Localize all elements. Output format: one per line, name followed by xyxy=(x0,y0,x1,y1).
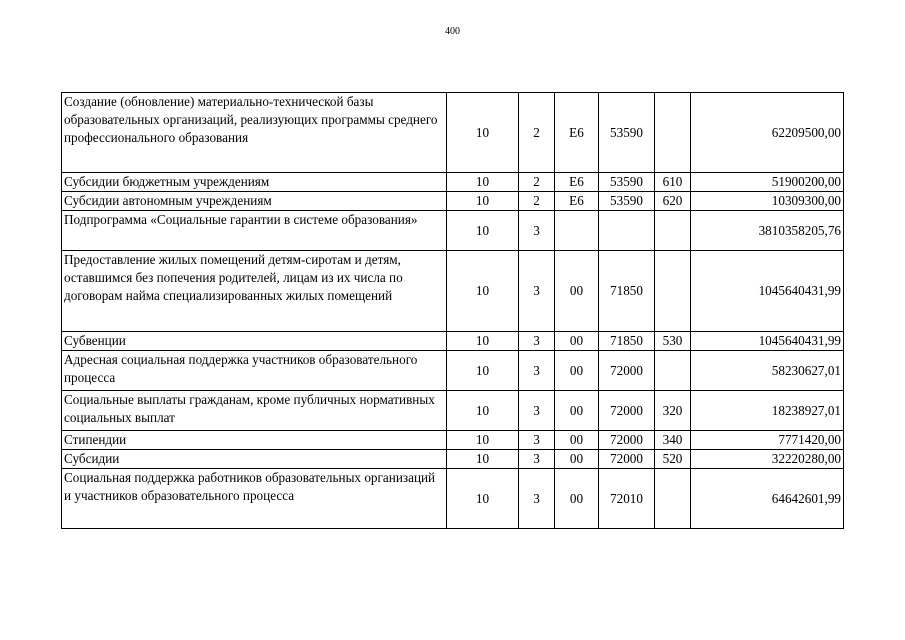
row-expense-type: 340 xyxy=(655,431,691,450)
row-program-code: 00 xyxy=(555,450,599,469)
row-expense-type xyxy=(655,211,691,251)
table-row xyxy=(62,431,844,450)
row-expense-type: 530 xyxy=(655,332,691,351)
table-row xyxy=(62,192,844,211)
row-name: Стипендии xyxy=(62,431,447,450)
row-amount: 32220280,00 xyxy=(691,450,844,469)
row-target-code: 53590 xyxy=(599,192,655,211)
row-subsection: 3 xyxy=(519,431,555,450)
table-row xyxy=(62,251,844,332)
row-program-code: E6 xyxy=(555,192,599,211)
row-program-code: 00 xyxy=(555,351,599,391)
row-name: Создание (обновление) материально-технической базы образовательных организаций, реализующих программы среднего профессионального образования xyxy=(62,93,447,173)
row-target-code: 72000 xyxy=(599,450,655,469)
row-expense-type: 610 xyxy=(655,173,691,192)
row-name: Подпрограмма «Социальные гарантии в системе образования» xyxy=(62,211,447,251)
row-target-code: 72000 xyxy=(599,351,655,391)
table-row xyxy=(62,469,844,529)
row-section: 10 xyxy=(447,431,519,450)
row-target-code: 53590 xyxy=(599,173,655,192)
table-row xyxy=(62,351,844,391)
row-subsection: 3 xyxy=(519,251,555,332)
row-target-code: 53590 xyxy=(599,93,655,173)
row-amount: 1045640431,99 xyxy=(691,332,844,351)
row-name: Субсидии бюджетным учреждениям xyxy=(62,173,447,192)
row-name: Субвенции xyxy=(62,332,447,351)
row-subsection: 3 xyxy=(519,351,555,391)
row-expense-type: 520 xyxy=(655,450,691,469)
row-amount: 3810358205,76 xyxy=(691,211,844,251)
row-expense-type: 320 xyxy=(655,391,691,431)
row-name: Адресная социальная поддержка участников образовательного процесса xyxy=(62,351,447,391)
row-subsection: 3 xyxy=(519,391,555,431)
row-target-code: 72010 xyxy=(599,469,655,529)
row-target-code xyxy=(599,211,655,251)
row-section: 10 xyxy=(447,192,519,211)
row-program-code: E6 xyxy=(555,93,599,173)
row-amount: 64642601,99 xyxy=(691,469,844,529)
row-section: 10 xyxy=(447,173,519,192)
row-section: 10 xyxy=(447,251,519,332)
row-subsection: 2 xyxy=(519,93,555,173)
row-program-code: 00 xyxy=(555,251,599,332)
row-section: 10 xyxy=(447,211,519,251)
table-row xyxy=(62,93,844,173)
row-program-code xyxy=(555,211,599,251)
row-name: Субсидии автономным учреждениям xyxy=(62,192,447,211)
row-subsection: 2 xyxy=(519,192,555,211)
row-section: 10 xyxy=(447,351,519,391)
row-section: 10 xyxy=(447,469,519,529)
row-name: Предоставление жилых помещений детям-сиротам и детям, оставшимся без попечения родителей, лицам из их числа по договорам найма специализированных жилых помещений xyxy=(62,251,447,332)
row-program-code: 00 xyxy=(555,469,599,529)
row-amount: 62209500,00 xyxy=(691,93,844,173)
row-section: 10 xyxy=(447,450,519,469)
row-amount: 51900200,00 xyxy=(691,173,844,192)
row-target-code: 71850 xyxy=(599,332,655,351)
row-target-code: 71850 xyxy=(599,251,655,332)
row-expense-type xyxy=(655,93,691,173)
row-expense-type: 620 xyxy=(655,192,691,211)
row-amount: 58230627,01 xyxy=(691,351,844,391)
row-expense-type xyxy=(655,351,691,391)
row-section: 10 xyxy=(447,391,519,431)
row-section: 10 xyxy=(447,332,519,351)
row-amount: 7771420,00 xyxy=(691,431,844,450)
row-name: Социальная поддержка работников образовательных организаций и участников образовательного процесса xyxy=(62,469,447,529)
table-row xyxy=(62,450,844,469)
page-number: 400 xyxy=(445,26,460,37)
row-name: Социальные выплаты гражданам, кроме публичных нормативных социальных выплат xyxy=(62,391,447,431)
row-expense-type xyxy=(655,469,691,529)
row-amount: 10309300,00 xyxy=(691,192,844,211)
row-program-code: E6 xyxy=(555,173,599,192)
table-row xyxy=(62,211,844,251)
row-program-code: 00 xyxy=(555,431,599,450)
row-program-code: 00 xyxy=(555,391,599,431)
row-target-code: 72000 xyxy=(599,391,655,431)
budget-table xyxy=(61,92,844,529)
row-expense-type xyxy=(655,251,691,332)
row-amount: 1045640431,99 xyxy=(691,251,844,332)
row-subsection: 3 xyxy=(519,332,555,351)
table-row xyxy=(62,332,844,351)
row-subsection: 3 xyxy=(519,211,555,251)
row-subsection: 3 xyxy=(519,450,555,469)
row-target-code: 72000 xyxy=(599,431,655,450)
table-row xyxy=(62,391,844,431)
row-subsection: 2 xyxy=(519,173,555,192)
row-program-code: 00 xyxy=(555,332,599,351)
row-subsection: 3 xyxy=(519,469,555,529)
row-name: Субсидии xyxy=(62,450,447,469)
table-row xyxy=(62,173,844,192)
row-amount: 18238927,01 xyxy=(691,391,844,431)
row-section: 10 xyxy=(447,93,519,173)
